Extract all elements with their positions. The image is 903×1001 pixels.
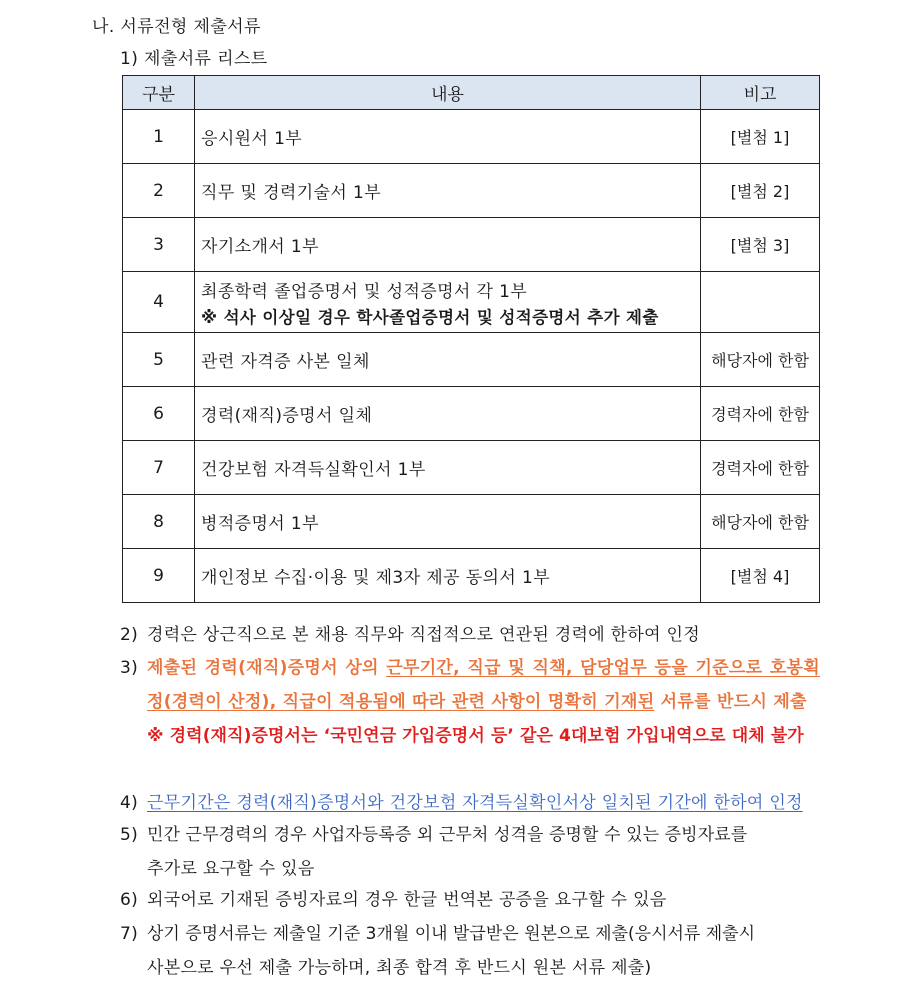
note-text: 근무기간은 경력(재직)증명서와 건강보험 자격득실확인서상 일치된 기간에 한하여 인정: [147, 793, 803, 813]
note-number: 2): [120, 625, 139, 645]
table-row: [123, 164, 820, 218]
table-row: [123, 549, 820, 603]
row-content: 직무 및 경력기술서 1부: [195, 164, 701, 218]
note-text-line1: 민간 근무경력의 경우 사업자등록증 외 근무처 성격을 증명할 수 있는 증빙자료를: [147, 825, 748, 845]
row-remarks: [별첨 3]: [701, 218, 820, 272]
row-content: 개인정보 수집·이용 및 제3자 제공 동의서 1부: [195, 549, 701, 603]
header-division: 구분: [123, 76, 195, 110]
note-text-line2: 사본으로 우선 제출 가능하며, 최종 합격 후 반드시 원본 서류 제출): [147, 958, 652, 978]
row-number: 2: [123, 164, 195, 218]
row-number: 4: [123, 272, 195, 333]
row-number: 5: [123, 333, 195, 387]
note-text-line2: 추가로 요구할 수 있음: [147, 859, 315, 879]
note-6: [120, 883, 820, 917]
note-3-warning: ※ 경력(재직)증명서는 ‘국민연금 가입증명서 등’ 같은 4대보험 가입내역으로 대체 불가: [147, 726, 804, 746]
note-number: 4): [120, 793, 139, 813]
table-row: [123, 110, 820, 164]
note-7: [120, 917, 820, 985]
note-text-line1: 상기 증명서류는 제출일 기준 3개월 이내 발급받은 원본으로 제출(응시서류 제출시: [147, 924, 756, 944]
section-title: 나. 서류전형 제출서류: [92, 17, 261, 37]
row-remarks: 해당자에 한함: [701, 495, 820, 549]
table-header-row: [123, 76, 820, 110]
table-row: [123, 441, 820, 495]
note-text: [147, 651, 820, 719]
note-3: [120, 651, 820, 753]
note-text: 외국어로 기재된 증빙자료의 경우 한글 번역본 공증을 요구할 수 있음: [147, 890, 667, 910]
note-number: 7): [120, 924, 139, 944]
note-4: [120, 786, 820, 820]
row-number: 7: [123, 441, 195, 495]
row-content: 경력(재직)증명서 일체: [195, 387, 701, 441]
table-row: [123, 218, 820, 272]
row-number: 9: [123, 549, 195, 603]
row-content: 병적증명서 1부: [195, 495, 701, 549]
row-content-text: 최종학력 졸업증명서 및 성적증명서 각 1부: [201, 281, 528, 302]
row-number: 1: [123, 110, 195, 164]
note-5: [120, 818, 820, 886]
note-3-part3: 서류를 반드시 제출: [654, 692, 807, 712]
row-remarks: 경력자에 한함: [701, 387, 820, 441]
note-3-underlined: 근무기간, 직급 및 직책, 담당업무 등을 기준으로 호봉획정(경력이 산정), 직급이 적용됨에 따라 관련 사항이 명확히 기재된: [147, 658, 820, 712]
row-number: 8: [123, 495, 195, 549]
table-row: [123, 387, 820, 441]
row-remarks: [별첨 2]: [701, 164, 820, 218]
note-3-part1: 제출된 경력(재직)증명서 상의: [147, 658, 387, 678]
subsection-title: 1) 제출서류 리스트: [120, 49, 268, 69]
row-content-note: ※ 석사 이상일 경우 학사졸업증명서 및 성적증명서 추가 제출: [201, 307, 659, 327]
row-remarks: 경력자에 한함: [701, 441, 820, 495]
header-content: 내용: [195, 76, 701, 110]
row-content: 관련 자격증 사본 일체: [195, 333, 701, 387]
row-content: [195, 272, 701, 333]
documents-table: [122, 75, 820, 603]
row-content: 건강보험 자격득실확인서 1부: [195, 441, 701, 495]
note-2: [120, 618, 820, 652]
row-content: 응시원서 1부: [195, 110, 701, 164]
note-number: 6): [120, 890, 139, 910]
row-remarks: 해당자에 한함: [701, 333, 820, 387]
note-text: 경력은 상근직으로 본 채용 직무와 직접적으로 연관된 경력에 한하여 인정: [147, 625, 700, 645]
table-row: [123, 333, 820, 387]
table-row: [123, 495, 820, 549]
table-row: [123, 272, 820, 333]
row-remarks: [별첨 4]: [701, 549, 820, 603]
row-number: 3: [123, 218, 195, 272]
note-number: 3): [120, 658, 139, 678]
header-remarks: 비고: [701, 76, 820, 110]
row-content: 자기소개서 1부: [195, 218, 701, 272]
row-number: 6: [123, 387, 195, 441]
note-number: 5): [120, 825, 139, 845]
row-remarks: [701, 272, 820, 333]
row-remarks: [별첨 1]: [701, 110, 820, 164]
